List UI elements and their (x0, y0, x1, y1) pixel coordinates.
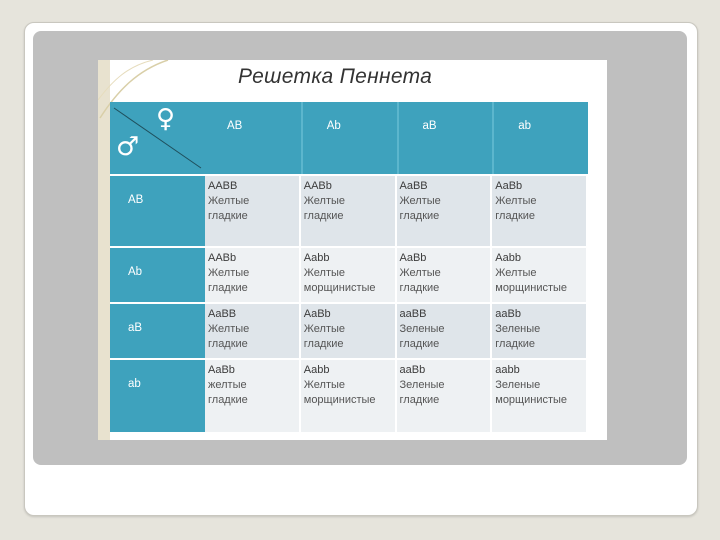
genotype-text: AaBB (208, 308, 237, 320)
genotype-text: AaBb (399, 252, 427, 264)
shape-trait: гладкие (303, 210, 344, 222)
color-trait: Зеленые (495, 379, 541, 391)
genotype-cell (205, 360, 299, 432)
genotype-text: Aabb (495, 252, 521, 264)
shape-trait: гладкие (208, 338, 248, 350)
shape-trait: гладкие (208, 210, 248, 222)
genotype-text: AABb (208, 252, 237, 264)
shape-trait: гладкие (495, 338, 536, 350)
genotype-text: Aabb (303, 252, 330, 264)
genotype-text: AaBb (495, 180, 523, 192)
color-trait: Зеленые (399, 379, 445, 391)
shape-trait: гладкие (208, 282, 248, 294)
genotype-text: Aabb (303, 364, 330, 376)
shape-trait: гладкие (399, 282, 440, 294)
color-trait: Зеленые (495, 323, 541, 335)
color-trait: Желтые (303, 323, 346, 335)
color-trait: Желтые (495, 267, 537, 279)
genotype-cell (492, 304, 586, 358)
corner-cell (110, 102, 205, 174)
color-trait: желтые (208, 379, 247, 391)
column-header-AB: AB (205, 102, 301, 174)
row-header-ab: ab (110, 360, 205, 432)
genotype-cell (397, 304, 491, 358)
genotype-cell (205, 176, 299, 246)
genotype-text: aaBb (399, 364, 426, 376)
color-trait: Желтые (303, 195, 346, 207)
genotype-cell (301, 176, 395, 246)
genotype-text: aabb (495, 364, 520, 376)
genotype-text: aaBB (399, 308, 427, 320)
color-trait: Желтые (208, 267, 250, 279)
color-trait: Желтые (208, 195, 250, 207)
row-header-aB: aB (110, 304, 205, 358)
genotype-cell (301, 360, 395, 432)
shape-trait: морщинистые (495, 394, 568, 406)
color-trait: Зеленые (399, 323, 445, 335)
genotype-cell (397, 360, 491, 432)
genotype-cell (492, 248, 586, 302)
genotype-cell (301, 304, 395, 358)
shape-trait: гладкие (399, 338, 440, 350)
row-header-AB: AB (110, 176, 205, 246)
genotype-cell (397, 176, 491, 246)
color-trait: Желтые (303, 379, 346, 391)
shape-trait: гладкие (399, 394, 440, 406)
page-title: Решетка Пеннета (238, 65, 433, 88)
male-symbol-icon: ♂ (116, 132, 140, 162)
genotype-cell (492, 360, 586, 432)
genotype-cell (205, 248, 299, 302)
genotype-text: AABb (303, 180, 332, 192)
punnett-square (110, 102, 588, 424)
shape-trait: морщинистые (303, 394, 376, 406)
color-trait: Желтые (208, 323, 250, 335)
column-header-aB: aB (397, 102, 493, 174)
punnett-image (98, 60, 607, 440)
shape-trait: гладкие (399, 210, 440, 222)
genotype-cell (397, 248, 491, 302)
shape-trait: морщинистые (303, 282, 376, 294)
genotype-text: AABB (208, 180, 238, 192)
color-trait: Желтые (303, 267, 346, 279)
color-trait: Желтые (495, 195, 537, 207)
genotype-cell (301, 248, 395, 302)
shape-trait: морщинистые (495, 282, 568, 294)
genotype-cell (205, 304, 299, 358)
genotype-text: AaBB (399, 180, 428, 192)
genotype-text: AaBb (208, 364, 235, 376)
color-trait: Желтые (399, 267, 441, 279)
row-header-Ab: Ab (110, 248, 205, 302)
color-trait: Желтые (399, 195, 441, 207)
shape-trait: гладкие (495, 210, 536, 222)
genotype-text: aaBb (495, 308, 521, 320)
female-symbol-icon: ♀ (156, 104, 176, 134)
genotype-cell (492, 176, 586, 246)
genotype-text: AaBb (303, 308, 331, 320)
shape-trait: гладкие (208, 394, 248, 406)
column-header-ab: ab (492, 102, 588, 174)
column-header-Ab: Ab (301, 102, 397, 174)
shape-trait: гладкие (303, 338, 344, 350)
